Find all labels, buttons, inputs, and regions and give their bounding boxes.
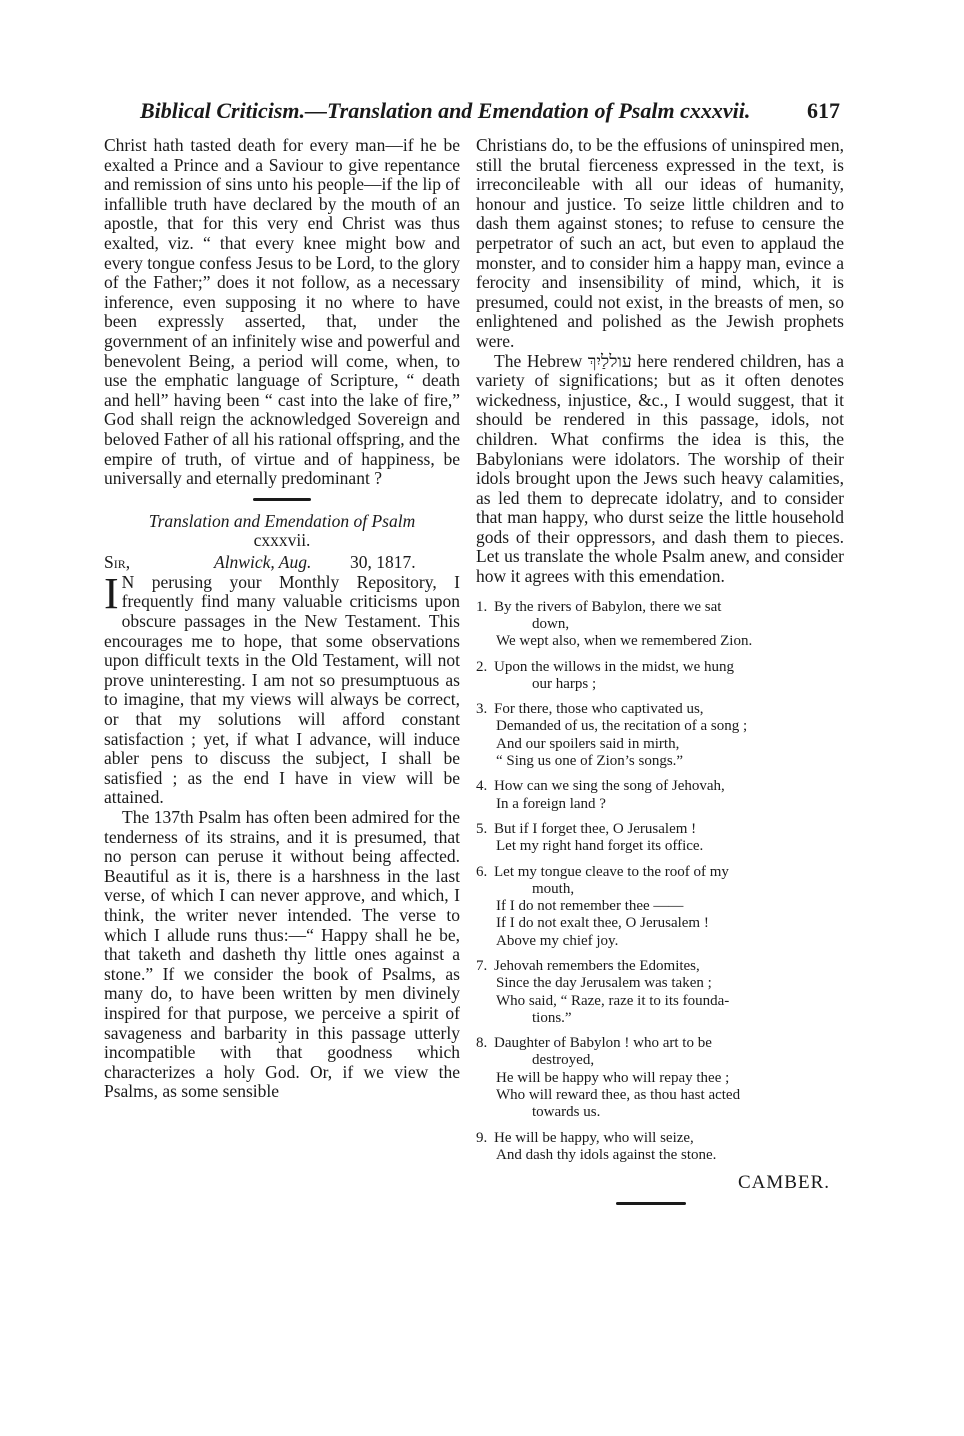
verse-text: Who will reward thee, as thou hast acted xyxy=(496,1087,741,1104)
body-paragraph: The Hebrew עוללַיִךְ here rendered children, has a variety of significations; but as it often denotes wickedness, injustice, &c., I would suggest, that it should be rendered in this passage, idols, not children. What confirms the idea is this, the Babylonians were idolators. The worship of their idols brought upon the Jews such heavy calamities, as led them to deprecate idolatry, and to consider that man happy, who durst seize the little household gods of their oppressors, and dash them to pieces. Let us translate the whole Psalm anew, and consider how it agrees with this emendation. xyxy=(476,350,844,587)
verse-number: 3. xyxy=(476,701,488,718)
verse-number: 9. xyxy=(476,1129,488,1146)
article-title xyxy=(104,512,460,551)
verse-number: 2. xyxy=(476,658,488,675)
drop-cap: I xyxy=(104,568,119,618)
body-paragraph: The 137th Psalm has often been admired for the tenderness of its strains, and it is presumed, that no person can peruse it without being affected. Beautiful as it is, there is a harshness in the last verse, of which I can never approve, and which, I think, the writer never intended. The verse to which I allude runs thus:—“ Happy shall he be, that taketh and dasheth thy little ones against a stone.” If we consider the book of Psalms, as many do, to have been written by men divinely inspired for that purpose, we perceive a spirit of savageness and barbarity in this passage utterly incompatible with that goodness which characterizes a holy God. Or, if we view the Psalms, as some sensible xyxy=(104,807,460,1102)
psalm-verse xyxy=(476,1130,844,1165)
psalm-verse xyxy=(476,778,844,813)
verse-line xyxy=(476,958,844,975)
verse-text: For there, those who captivated us, xyxy=(494,701,704,718)
verse-text: Daughter of Babylon ! who art to be xyxy=(494,1035,712,1052)
verse-text: Upon the willows in the midst, we hung xyxy=(494,658,734,675)
left-column xyxy=(104,136,460,1102)
verse-line xyxy=(476,993,844,1010)
verse-line xyxy=(476,838,844,855)
end-divider-rule xyxy=(616,1202,686,1205)
verse-number: 8. xyxy=(476,1035,488,1052)
verse-number: 1. xyxy=(476,598,488,615)
verse-line xyxy=(476,718,844,735)
running-head xyxy=(140,98,840,128)
verse-text: towards us. xyxy=(532,1104,601,1121)
verse-text: down, xyxy=(532,615,570,632)
verse-line xyxy=(476,659,844,676)
article-title-text: Translation and Emendation of Psalm xyxy=(148,510,416,531)
verse-text: Above my chief joy. xyxy=(496,932,619,949)
opening-paragraph xyxy=(104,568,460,808)
salutation: Sir, xyxy=(104,551,131,572)
verse-line xyxy=(476,778,844,795)
verse-number: 5. xyxy=(476,820,488,837)
verse-text: But if I forget thee, O Jerusalem ! xyxy=(494,820,697,837)
verse-line xyxy=(476,1052,844,1069)
verse-text: Who said, “ Raze, raze it to its founda- xyxy=(496,992,730,1009)
verse-line xyxy=(476,701,844,718)
letter-date: 30, 1817. xyxy=(350,551,416,572)
verse-line xyxy=(476,633,844,650)
verse-text: We wept also, when we remembered Zion. xyxy=(496,633,753,650)
psalm-verse xyxy=(476,701,844,770)
verse-line xyxy=(476,1010,844,1027)
verse-line xyxy=(476,796,844,813)
verse-text: destroyed, xyxy=(532,1052,595,1069)
verse-text: tions.” xyxy=(532,1009,572,1026)
letter-place: Alnwick, Aug. xyxy=(214,551,312,572)
section-divider-rule xyxy=(253,498,311,501)
author-signature: CAMBER. xyxy=(738,1172,830,1194)
verse-line xyxy=(476,1087,844,1104)
verse-number: 4. xyxy=(476,778,488,795)
verse-text: And dash thy idols against the stone. xyxy=(496,1146,717,1163)
psalm-verse xyxy=(476,821,844,856)
verse-line xyxy=(476,1147,844,1164)
verse-line xyxy=(476,1035,844,1052)
verse-text: How can we sing the song of Jehovah, xyxy=(494,778,725,795)
verse-text: mouth, xyxy=(532,880,575,897)
verse-line xyxy=(476,753,844,770)
verse-text: He will be happy who will repay thee ; xyxy=(496,1069,730,1086)
verse-text: Since the day Jerusalem was taken ; xyxy=(496,975,712,992)
verse-text: our harps ; xyxy=(532,675,597,692)
verse-number: 7. xyxy=(476,958,488,974)
body-paragraph: Christians do, to be the effusions of uninspired men, still the brutal fierceness expressed in the text, is irreconcileable with all our ideas of humanity, honour and justice. To seize little children and to dash them against stones; to refuse to censure the perpetrator of such an act, but even to applaud the monster, and to consider him a happy man, evince a ferocity and insensibility of mind, which, it is presumed, could not exist, in the breasts of men, so enlightened and polished as the Jewish prophets were. xyxy=(476,135,844,351)
letter-salutation-line xyxy=(104,553,460,573)
verse-line xyxy=(476,736,844,753)
verse-text: Demanded of us, the recitation of a song ; xyxy=(496,718,748,735)
verse-text: He will be happy, who will seize, xyxy=(494,1129,694,1146)
verse-line xyxy=(476,864,844,881)
verse-line xyxy=(476,599,844,616)
running-head-title: Biblical Criticism.—Translation and Emendation of Psalm cxxxvii. xyxy=(140,98,751,123)
verse-line xyxy=(476,1130,844,1147)
continued-paragraph: Christ hath tasted death for every man—if he be exalted a Prince and a Saviour to give repentance and remission of sins unto his people—if the lip of infallible truth have declared by the mouth of an apostle, that for this very end Christ was thus exalted, viz. “ that every knee might bow and every tongue confess Jesus to be Lord, to the glory of the Father;” does it not follow, as a necessary inference, even supposing it no where to have been expressly asserted, that, under the government of an infinitely wise and powerful and benevolent Being, a period will come, when, to use the emphatic language of Scripture, “ death and hell” having been “ cast into the lake of fire,” God shall reign the acknowledged Sovereign and beloved Father of all his rational offspring, and the empire of truth, of virtue and of happiness, be universally and eternally predominant ? xyxy=(104,135,460,489)
psalm-verse xyxy=(476,864,844,950)
verse-line xyxy=(476,821,844,838)
verse-text: If I do not remember thee —— xyxy=(496,898,684,915)
psalm-verse xyxy=(476,599,844,651)
verse-line xyxy=(476,915,844,932)
psalm-translation xyxy=(476,599,844,1165)
verse-text: And our spoilers said in mirth, xyxy=(496,735,680,752)
psalm-verse xyxy=(476,958,844,1027)
verse-text: “ Sing us one of Zion’s songs.” xyxy=(496,753,684,770)
verse-line xyxy=(476,1070,844,1087)
verse-text: Jehovah remembers the Edomites, xyxy=(494,958,700,974)
right-column xyxy=(476,136,844,1205)
verse-text: In a foreign land ? xyxy=(496,795,606,812)
article-title-psalm-number: cxxxvii. xyxy=(253,530,311,551)
opening-paragraph-text: N perusing your Monthly Repository, I frequently find many valuable criticisms upon obscure passages in the New Testament. This encourages me to hope, that some observations upon difficult texts in the Old Testament, will not prove uninteresting. I am not so presumptuous as to imagine, that my views will always be correct, or that my solutions will afford constant satisfaction ; yet, if what I advance, will induce abler pens to discuss the subject, I shall be satisfied ; as the end I have in view will be attained. xyxy=(104,571,460,808)
verse-line xyxy=(476,933,844,950)
verse-text: By the rivers of Babylon, there we sat xyxy=(494,598,722,615)
verse-line xyxy=(476,975,844,992)
verse-line xyxy=(476,1104,844,1121)
psalm-verse xyxy=(476,659,844,694)
verse-text: Let my right hand forget its office. xyxy=(496,838,704,855)
verse-line xyxy=(476,881,844,898)
verse-number: 6. xyxy=(476,863,488,880)
psalm-verse xyxy=(476,1035,844,1121)
verse-line xyxy=(476,676,844,693)
verse-text: Let my tongue cleave to the roof of my xyxy=(494,863,729,880)
verse-text: If I do not exalt thee, O Jerusalem ! xyxy=(496,915,709,932)
page-number: 617 xyxy=(807,98,840,123)
verse-line xyxy=(476,898,844,915)
verse-line xyxy=(476,616,844,633)
